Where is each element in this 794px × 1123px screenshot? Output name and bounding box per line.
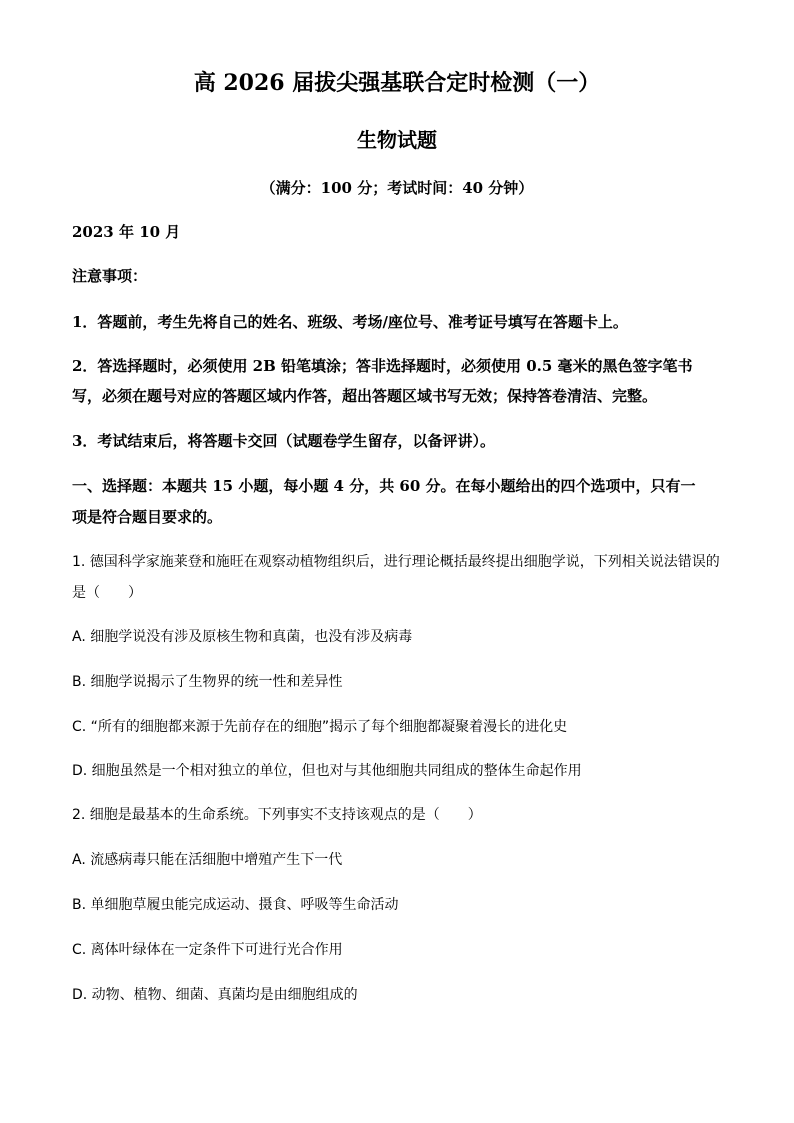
page-title: 高 2026 届拔尖强基联合定时检测（一）	[193, 70, 601, 96]
note-item: 2．答选择题时，必须使用 2B 铅笔填涂；答非选择题时，必须使用 0.5 毫米的黑色签字笔书	[72, 357, 693, 375]
option-c: C. “所有的细胞都来源于先前存在的细胞”揭示了每个细胞都凝聚着漫长的进化史	[72, 719, 568, 735]
note-item: 3．考试结束后，将答题卡交回（试题卷学生留存，以备评讲）。	[72, 432, 495, 450]
section-instructions-line1: 一、选择题：本题共 15 小题，每小题 4 分，共 60 分。在每小题给出的四个选项中，只有一	[72, 477, 696, 495]
page-subtitle: 生物试题	[357, 128, 437, 152]
option-d: D. 细胞虽然是一个相对独立的单位，但也对与其他细胞共同组成的整体生命起作用	[72, 763, 582, 779]
option-d: D. 动物、植物、细菌、真菌均是由细胞组成的	[72, 987, 358, 1003]
question-stem: 2. 细胞是最基本的生命系统。下列事实不支持该观点的是（ ）	[72, 807, 482, 823]
option-a: A. 细胞学说没有涉及原核生物和真菌，也没有涉及病毒	[72, 629, 413, 645]
option-b: B. 单细胞草履虫能完成运动、摄食、呼吸等生命活动	[72, 897, 399, 913]
section-instructions-line2: 项是符合题目要求的。	[72, 508, 223, 526]
question-stem-continued: 是（ ）	[72, 585, 142, 601]
option-c: C. 离体叶绿体在一定条件下可进行光合作用	[72, 942, 343, 958]
option-b: B. 细胞学说揭示了生物界的统一性和差异性	[72, 674, 343, 690]
notes-heading: 注意事项：	[72, 267, 148, 285]
question-stem: 1. 德国科学家施莱登和施旺在观察动植物组织后，进行理论概括最终提出细胞学说，下列相关说法错误的	[72, 554, 720, 570]
note-item-continued: 写，必须在题号对应的答题区域内作答，超出答题区域书写无效；保持答卷清洁、完整。	[72, 387, 658, 405]
option-a: A. 流感病毒只能在活细胞中增殖产生下一代	[72, 852, 343, 868]
exam-date: 2023 年 10 月	[72, 223, 181, 241]
exam-meta: （满分：100 分；考试时间：40 分钟）	[260, 179, 534, 197]
note-item: 1．答题前，考生先将自己的姓名、班级、考场/座位号、准考证号填写在答题卡上。	[72, 313, 628, 331]
